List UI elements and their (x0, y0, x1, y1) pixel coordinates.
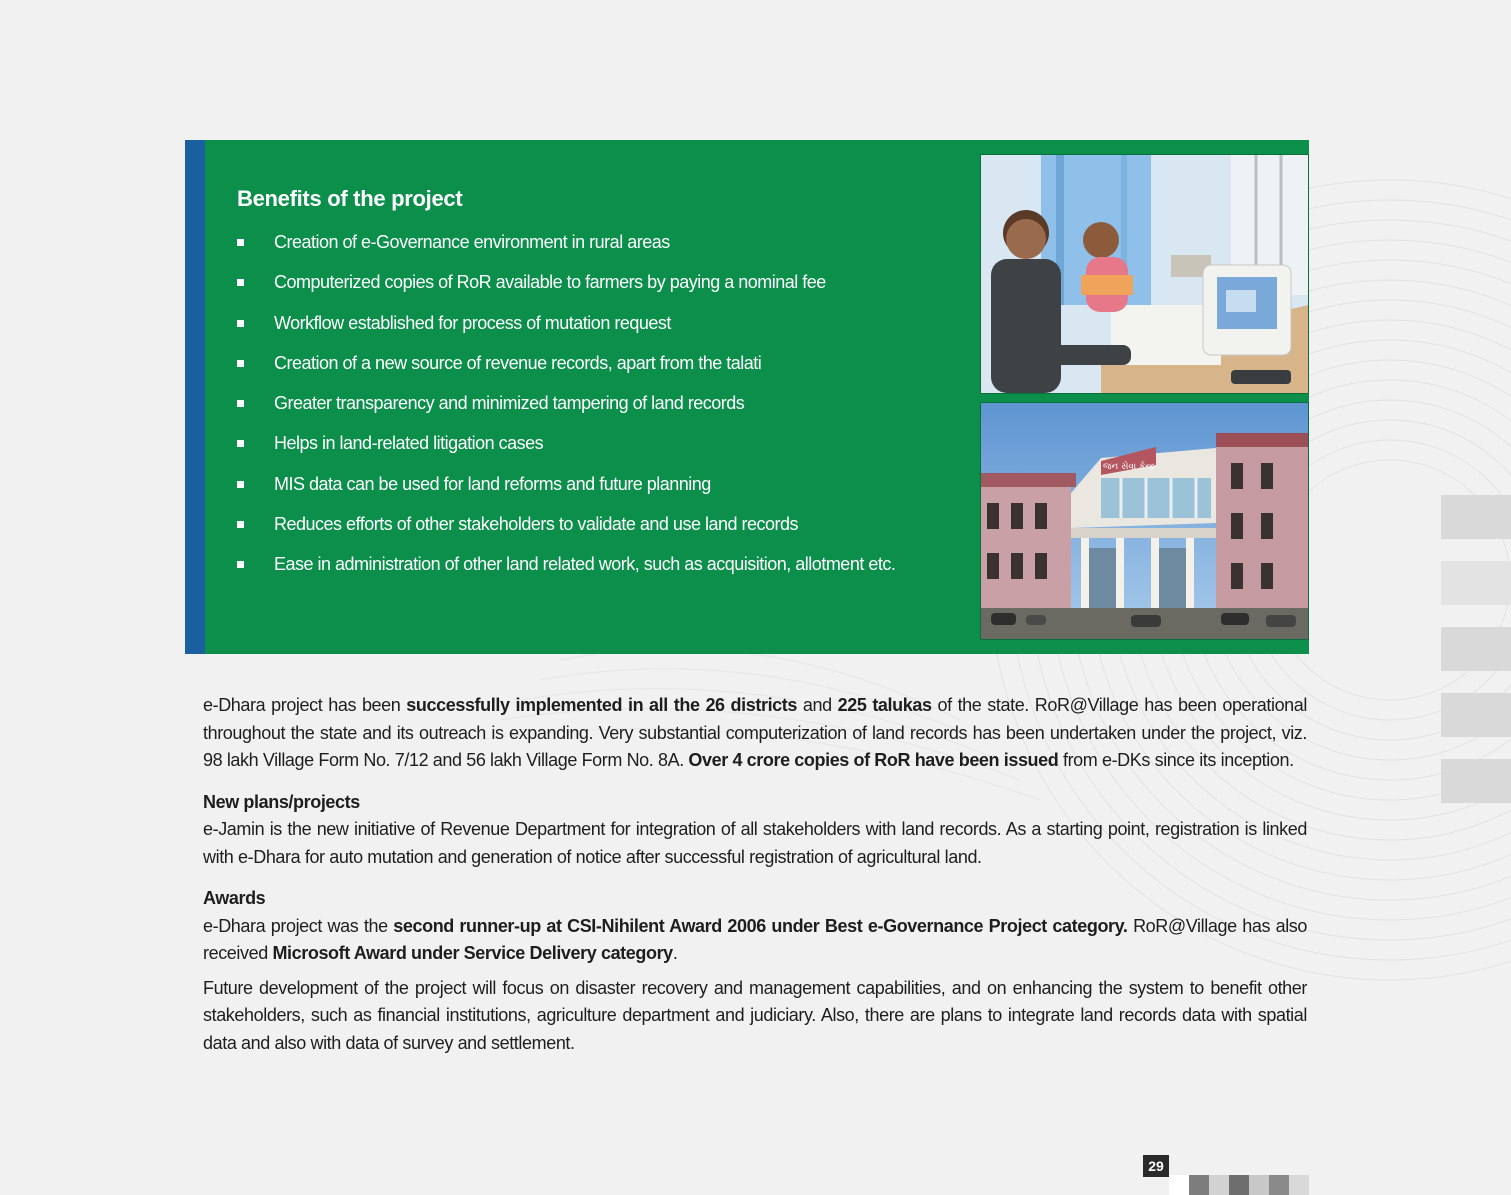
benefit-text: Computerized copies of RoR available to farmers by paying a nominal fee (274, 272, 826, 293)
new-plans-paragraph: e-Jamin is the new initiative of Revenue Department for integration of all stakeholders with land records. As a starting point, registration is linked with e-Dhara for auto mutation and generation of notice after successful registration of agricultural land. (203, 819, 1307, 867)
panel-accent-bar (185, 140, 205, 654)
footer-block (1269, 1175, 1289, 1195)
benefit-text: Ease in administration of other land related work, such as acquisition, allotment etc. (274, 554, 896, 575)
intro-emphasis: 225 talukas (837, 695, 932, 715)
intro-text: of the state. RoR@Village has been operational throughout the state and its outreach is expanding. Very substantial computerization of land records has been undertaken under the project, viz. 98 lakh Village Form No. 7/12 and 56 lakh Village Form No. 8A. (203, 695, 1307, 770)
square-bullet-icon (237, 521, 244, 528)
intro-text: and (796, 695, 838, 715)
awards-emphasis: Microsoft Award under Service Delivery category (272, 943, 673, 963)
footer-block (1169, 1175, 1189, 1195)
benefit-item (237, 270, 927, 310)
square-bullet-icon (237, 320, 244, 327)
building-sign-text: જન સેવા કેન્દ્ર (1103, 462, 1156, 472)
awards-paragraph (203, 913, 1307, 968)
square-bullet-icon (237, 400, 244, 407)
footer-block (1189, 1175, 1209, 1195)
benefit-text: MIS data can be used for land reforms and future planning (274, 473, 711, 494)
benefit-text: Greater transparency and minimized tampering of land records (274, 393, 745, 414)
benefit-item (237, 552, 927, 576)
benefit-text: Workflow established for process of mutation request (274, 312, 671, 333)
benefit-text: Creation of e-Governance environment in rural areas (274, 232, 670, 252)
building-photo (980, 402, 1309, 640)
square-bullet-icon (237, 481, 244, 488)
footer-block (1249, 1175, 1269, 1195)
side-stripe-decoration (1441, 495, 1511, 825)
awards-text: e-Dhara project was the (203, 915, 394, 936)
page-number: 29 (1143, 1155, 1169, 1177)
benefit-text: Reduces efforts of other stakeholders to validate and use land records (274, 514, 799, 535)
awards-emphasis: second runner-up at CSI-Nihilent Award 2006 under Best e-Governance Project category. (393, 915, 1128, 936)
intro-text: from e-DKs since its inception. (1058, 750, 1294, 770)
square-bullet-icon (237, 279, 244, 286)
benefit-text: Helps in land-related litigation cases (274, 433, 544, 454)
benefit-item (237, 351, 927, 391)
benefit-item (237, 472, 927, 512)
footer-block (1289, 1175, 1309, 1195)
benefit-item (237, 230, 927, 270)
intro-text: e-Dhara project has been (203, 695, 407, 715)
benefit-text: Creation of a new source of revenue records, apart from the talati (274, 352, 762, 373)
square-bullet-icon (237, 239, 244, 246)
intro-paragraph (203, 692, 1307, 775)
benefits-list (237, 230, 927, 576)
awards-text: . (672, 943, 678, 963)
square-bullet-icon (237, 561, 244, 568)
benefit-item (237, 431, 927, 471)
benefits-panel (185, 140, 1309, 654)
square-bullet-icon (237, 360, 244, 367)
benefit-item (237, 311, 927, 351)
footer-blocks-decoration (1169, 1175, 1309, 1195)
awards-heading: Awards (203, 888, 266, 908)
benefit-item (237, 391, 927, 431)
intro-emphasis: successfully implemented in all the 26 districts (406, 695, 797, 715)
intro-emphasis: Over 4 crore copies of RoR have been issued (688, 750, 1059, 770)
footer-block (1229, 1175, 1249, 1195)
square-bullet-icon (237, 440, 244, 447)
office-photo (980, 154, 1309, 394)
awards-text: RoR@Village has also received (203, 915, 1308, 963)
benefit-item (237, 512, 927, 552)
benefits-title: Benefits of the project (237, 186, 463, 211)
new-plans-heading: New plans/projects (203, 791, 360, 812)
footer-block (1209, 1175, 1229, 1195)
future-paragraph: Future development of the project will focus on disaster recovery and management capabilities, and on enhancing the system to benefit other stakeholders, such as financial institutions, agriculture department and judiciary. Also, there are plans to integrate land records data with spatial data and also with data of survey and settlement. (203, 977, 1307, 1053)
body-text (203, 692, 1307, 1057)
